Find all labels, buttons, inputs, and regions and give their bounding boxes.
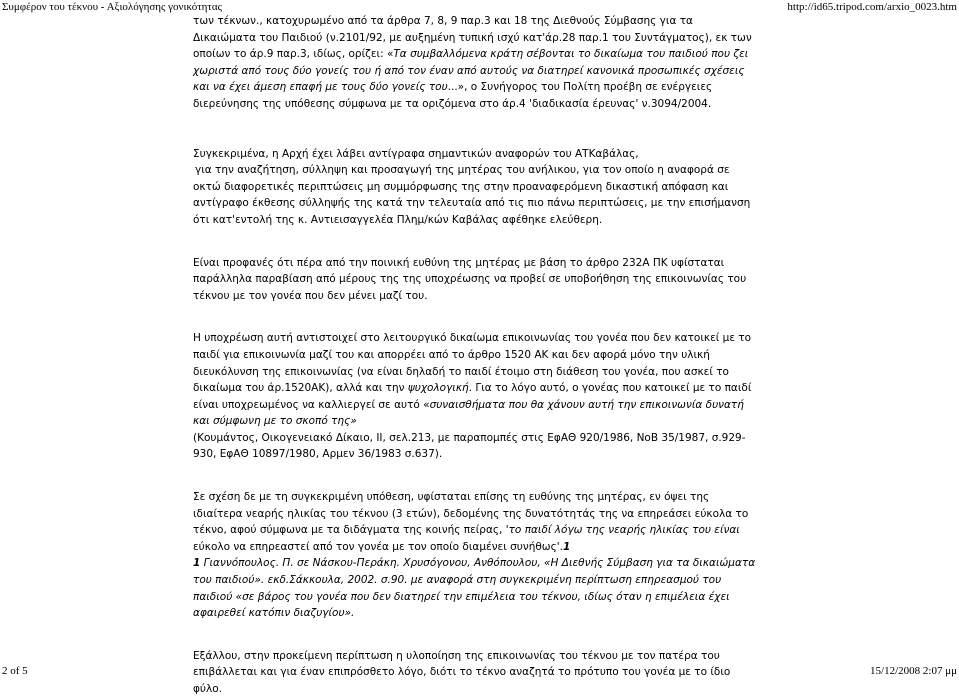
paragraph-reports-text-b: για την αναζήτηση, σύλληψη και προσαγωγή της μητέρας του ανήλικου, για τον οποίο η αναφορά σε οκτώ διαφορετικές περιπτώσεις μη συμμόρφωσης της στην προαναφερόμενη δικαστική απόφαση και αντίγραφο έκθεσης σύλληψής της κατά την τελευταία από τις πιο πάνω περιπτώσεις, με την επισήμανση ότι κατ'εντολή της κ. Αντιεισαγγελέα Πλημ/κών Καβάλας αφέθηκε ελεύθερη. xyxy=(193,164,751,226)
print-header xyxy=(0,0,959,14)
paragraph-liability: Είναι προφανές ότι πέρα από την ποινική ευθύνη της μητέρας με βάση το άρθρο 232Α ΠΚ υφίσταται παράλληλα παραβίαση από μέρους της της υποχρέωσης να προβεί σε υποβοήθηση της επικοινωνίας του τέκνου με τον γονέα που δεν μένει μαζί του. xyxy=(193,256,747,302)
paragraph-gender-model: Εξάλλου, στην προκείμενη περίπτωση η υλοποίηση της επικοινωνίας του τέκνου με τον πατέρα του επιβάλλεται και για έναν επιπρόσθετο λόγο, διότι το τέκνο αναζητά το πρότυπο του γονέα με το ίδιο φύλο. xyxy=(193,649,731,695)
paragraph-obligation xyxy=(193,330,758,463)
paragraph-convention-text-a: των τέκνων., κατοχυρωμένο από τα άρθρα 7, 8, 9 παρ.3 και 18 της Διεθνούς Σύμβασης για τα Δικαιώματα του Παιδιού (ν.2101/92, με αυξημένη τυπική ισχύ κατ'άρ.28 παρ.1 του Συντάγματος), εκ των οποίων το άρ.9 παρ.3, ιδίως, ορίζει: « xyxy=(193,15,752,61)
page-title: Συμφέρον του τέκνου - Αξιολόγησης γονικότητας xyxy=(2,1,222,13)
page-url: http://id65.tripod.com/arxio_0023.htm xyxy=(787,1,957,13)
print-datetime: 15/12/2008 2:07 μμ xyxy=(870,665,957,677)
paragraph-convention-text-b: ...», ο Συνήγορος του Πολίτη προέβη σε ενέργειες διερεύνησης της υπόθεσης σύμφωνα με τα οριζόμενα στο άρ.4 'διαδικασία έρευνας' ν.3094/2004. xyxy=(193,81,713,110)
paragraph-case-text-b: εύκολο να επηρεαστεί από τον γονέα με τον οποίο διαμένει συνήθως'. xyxy=(193,540,563,553)
footnote-reference[interactable]: 1 xyxy=(562,540,571,553)
footnote-text: Γιαννόπουλος. Π. σε Νάσκου-Περάκη. Χρυσόγονου, Ανθόπουλου, «Η Διεθνής Σύμβαση για τα δικαιώματα του παιδιού». εκδ.Σάκκουλα, 2002. σ.90. με αναφορά στη συγκεκριμένη περίπτωση επηρεασμού του παιδιού «σε βάρος του γονέα που δεν διατηρεί την επιμέλεια του τέκνου, ιδίως όταν η επιμέλεια έχει αφαιρεθεί κατόπιν διαζυγίου». xyxy=(193,557,756,620)
paragraph-obligation-emphasis-2: συναισθήματα που θα χάνουν αυτή την επικοινωνία δυνατή και σύμφωνη με το σκοπό της» xyxy=(193,398,744,428)
page-number: 2 of 5 xyxy=(2,665,28,677)
print-footer xyxy=(0,664,959,678)
paragraph-reports xyxy=(193,146,758,229)
paragraph-obligation-text-b: . Για το λόγο αυτό, ο γονέας που κατοικεί με το παιδί είναι υποχρεωμένος να καλλιεργεί σε αυτό « xyxy=(193,382,752,411)
footnote-number: 1 xyxy=(193,557,201,570)
paragraph-convention-quote: Τα συμβαλλόμενα κράτη σέβονται το δικαίωμα του παιδιού που ζει χωριστά από τους δύο γονείς του ή από τον έναν από αυτούς να διατηρεί κανονικά προσωπικές σχέσεις και να έχει άμεση επαφή με τους δύο γονείς του xyxy=(193,48,749,94)
paragraph-case-text-a: Σε σχέση δε με τη συγκεκριμένη υπόθεση, υφίσταται επίσης τη ευθύνης της μητέρας, εν όψει της ιδιαίτερα νεαρής ηλικίας του τέκνου (3 ετών), δεδομένης της δυνατότητάς της να επηρεάσει εύκολα το τέκνο, αφού σύμφωνα με τα διδάγματα της κοινής πείρας, ' xyxy=(193,491,749,537)
paragraph-obligation-text-a: Η υποχρέωση αυτή αντιστοιχεί στο λειτουργικό δικαίωμα επικοινωνίας του γονέα που δεν κατοικεί με το παιδί για επικοινωνία μαζί του και απορρέει από το άρθρο 1520 ΑΚ και δεν αφορά μόνο την υλική διευκόλυνση της επικοινωνίας (να είναι δηλαδή το παιδί έτοιμο στη διάθεση του γονέα, που ασκεί το δικαίωμα του άρ.1520ΑΚ), αλλά και την xyxy=(193,332,752,395)
paragraph-obligation-emphasis-1: ψυχολογική xyxy=(407,382,469,395)
paragraph-obligation-citation: (Κουμάντος, Οικογενειακό Δίκαιο, ΙΙ, σελ.213, με παραπομπές στις ΕφΑΘ 920/1986, ΝοΒ 35/1987, σ.929-930, ΕφΑΘ 10897/1980, Αρμεν 36/1983 σ.637). xyxy=(193,431,746,461)
paragraph-case-emphasis: το παιδί λόγω της νεαρής ηλικίας του είναι xyxy=(508,524,740,537)
document-body xyxy=(193,13,758,698)
paragraph-convention xyxy=(193,13,758,113)
paragraph-reports-text-a: Συγκεκριμένα, η Αρχή έχει λάβει αντίγραφα σημαντικών αναφορών του ΑΤΚαβάλας, xyxy=(193,147,639,160)
paragraph-case xyxy=(193,489,758,622)
